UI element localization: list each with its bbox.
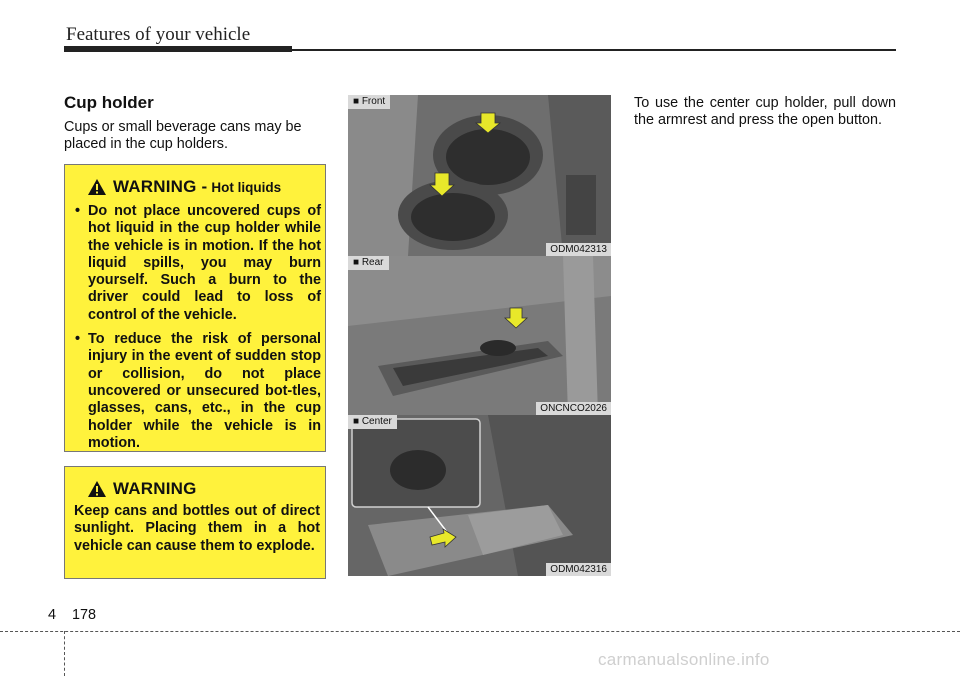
warning-heading [87, 479, 197, 499]
intro-paragraph: Cups or small beverage cans may be placed in the cup holders. [64, 119, 302, 152]
photo-rear-cup-holder [348, 256, 611, 415]
warning-box-hot-liquids [64, 164, 326, 452]
header-rule [64, 49, 896, 51]
warning-text: Keep cans and bottles out of direct sunlight. Placing them in a hot vehicle can cause them to explode. [74, 503, 320, 554]
photo-label: ■ Rear [348, 256, 389, 270]
running-header-title: Features of your vehicle [66, 24, 251, 45]
warning-title: WARNING [113, 479, 197, 498]
warning-heading [87, 177, 281, 197]
page-number: 178 [72, 607, 97, 623]
photo-label: ■ Center [348, 415, 397, 429]
warning-box-sunlight [64, 466, 326, 579]
warning-title: WARNING - [113, 177, 208, 196]
section-title: Cup holder [64, 93, 154, 112]
warning-bullet-list [75, 203, 321, 459]
watermark: carmanualsonline.info [598, 650, 770, 669]
photo-front-cup-holder [348, 95, 611, 256]
photo-center-cup-holder [348, 415, 611, 576]
photo-code: ODM042313 [546, 243, 611, 256]
warning-triangle-icon [87, 480, 107, 498]
chapter-number: 4 [48, 607, 57, 623]
front-cup-holder-illustration [348, 95, 611, 256]
photo-label: ■ Front [348, 95, 390, 109]
center-armrest-illustration [348, 415, 611, 576]
footer-divider [64, 631, 65, 676]
warning-subtitle: Hot liquids [211, 179, 282, 195]
warning-bullet: • To reduce the risk of personal injury in the event of sudden stop or collision, do not place uncovered or unsecured bot-tles, glasses, cans, etc., in the cup holder while the vehicle is in motion. [75, 331, 321, 452]
photo-code: ODM042316 [546, 563, 611, 576]
photo-code: ONCNCO2026 [536, 402, 611, 415]
warning-bullet: • Do not place uncovered cups of hot liquid in the cup holder while the vehicle is in motion. If the hot liquid spills, you may burn yourself. Such a burn to the driver could lead to loss of control of the vehicle. [75, 203, 321, 324]
rear-cup-holder-illustration [348, 256, 611, 415]
usage-paragraph: To use the center cup holder, pull down the armrest and press the open button. [634, 95, 896, 128]
footer-rule [0, 631, 960, 632]
warning-triangle-icon [87, 178, 107, 196]
